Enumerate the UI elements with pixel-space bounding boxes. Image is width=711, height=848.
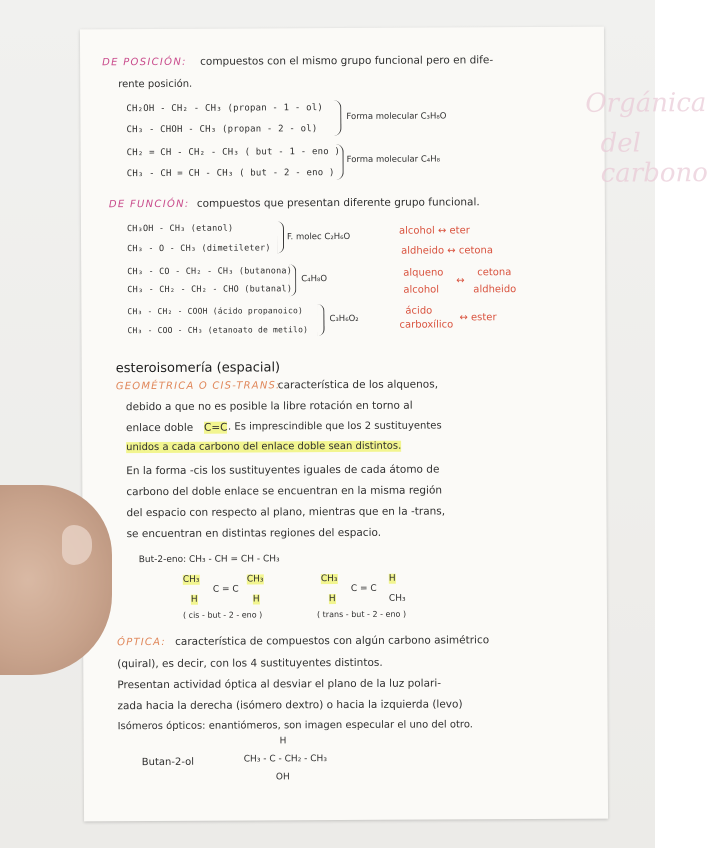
functional-pair: cetona — [477, 267, 512, 279]
brace — [317, 304, 324, 336]
posicion-description: compuestos con el mismo grupo funcional pero en dife- — [200, 54, 494, 68]
molecular-formula: C₄H₈O — [301, 274, 328, 285]
optica-text: característica de compuestos con algún carbono asimétrico — [175, 634, 490, 648]
geometrica-text: En la forma -cis los sustituyentes iguales de cada átomo de — [126, 463, 440, 478]
section-title-optica: ÓPTICA: — [117, 636, 166, 649]
cis-caption: ( cis - but - 2 - eno ) — [182, 610, 263, 620]
example-formula: But-2-eno: CH₃ - CH = CH - CH₃ — [138, 554, 280, 566]
geometrica-text: del espacio con respecto al plano, mientras que en la -trans, — [126, 505, 446, 520]
section-title-funcion: DE FUNCIÓN: — [108, 198, 190, 211]
functional-pair: alqueno — [403, 267, 444, 279]
arrow-icon: ↔ — [456, 275, 465, 287]
cis-substituent: H — [252, 594, 260, 605]
geometrica-text: . Es imprescindible que los 2 sustituyentes — [227, 420, 442, 433]
brace — [335, 144, 344, 180]
double-bond: C = C — [212, 584, 239, 595]
notebook-page — [80, 27, 708, 822]
geometrica-text: debido a que no es posible la libre rotación en torno al — [125, 399, 413, 414]
structure-h: H — [279, 736, 287, 747]
functional-pair: alcohol — [403, 284, 440, 296]
molecular-formula: Forma molecular C₄H₈ — [346, 154, 441, 165]
double-bond: C = C — [350, 583, 377, 594]
section-title-posicion: DE POSICIÓN: — [102, 56, 187, 69]
optica-text: zada hacia la derecha (isómero dextro) o hacia la izquierda (levo) — [117, 698, 463, 713]
trans-caption: ( trans - but - 2 - eno ) — [316, 609, 407, 620]
example-name: Butan-2-ol — [141, 756, 195, 769]
formula-row: CH₃ - CH₂ - COOH (ácido propanoico) — [127, 306, 304, 317]
optica-text: Isómeros ópticos: enantiómeros, son imagen especular el uno del otro. — [117, 719, 473, 733]
geometrica-text: C=C — [203, 421, 228, 434]
brace — [277, 221, 284, 253]
functional-pair: aldheido — [473, 284, 517, 296]
structure-oh: OH — [275, 772, 290, 783]
functional-pair: carboxílico — [399, 319, 454, 331]
geometrica-text: enlace doble — [125, 421, 194, 435]
molecular-formula: Forma molecular C₃H₈O — [346, 111, 447, 122]
molecular-formula: C₃H₆O₂ — [329, 313, 359, 325]
optica-text: Presentan actividad óptica al desviar el plano de la luz polari- — [117, 677, 442, 692]
structure-chain: CH₃ - C - CH₂ - CH₃ — [243, 754, 327, 765]
formula-row: CH₃ - COO - CH₃ (etanoato de metilo) — [127, 325, 309, 336]
formula-row: CH₃OH - CH₃ (etanol) — [126, 223, 234, 235]
geometrica-text: unidos a cada carbono del enlace doble sean distintos. — [126, 440, 402, 454]
functional-pair: aldheido ↔ cetona — [401, 245, 494, 257]
formula-row: CH₃ - CH = CH - CH₃ ( but - 2 - eno ) — [126, 168, 335, 180]
cis-substituent: CH₃ — [182, 574, 200, 585]
trans-substituent: CH₃ — [320, 574, 338, 585]
trans-substituent: H — [388, 573, 396, 584]
posicion-description-2: rente posición. — [118, 78, 193, 91]
brace — [289, 264, 296, 296]
heading-estereoisomeria: esteroisomería (espacial) — [115, 360, 281, 377]
bleed-through-text: Orgánica — [585, 88, 707, 119]
bleed-through-text: del carbono — [600, 128, 708, 189]
cis-substituent: CH₃ — [246, 574, 264, 585]
functional-pair: alcohol ↔ eter — [398, 225, 470, 237]
formula-row: CH₃ - CHOH - CH₃ (propan - 2 - ol) — [126, 124, 318, 136]
functional-pair: ↔ ester — [459, 312, 497, 324]
formula-row: CH₃ - O - CH₃ (dimetileter) — [127, 243, 271, 255]
formula-row: CH₃ - CO - CH₂ - CH₃ (butanona) — [127, 266, 293, 278]
funcion-description: compuestos que presentan diferente grupo funcional. — [196, 196, 480, 210]
brace — [332, 100, 341, 136]
formula-row: CH₂ = CH - CH₂ - CH₃ ( but - 1 - eno ) — [126, 147, 341, 159]
trans-substituent: CH₃ — [388, 593, 406, 604]
functional-pair: ácido — [405, 305, 433, 317]
optica-text: (quiral), es decir, con los 4 sustituyentes distintos. — [117, 656, 383, 671]
geometrica-text: característica de los alquenos, — [277, 378, 439, 392]
cis-substituent: H — [190, 594, 198, 605]
molecular-formula: F. molec C₂H₆O — [286, 231, 351, 243]
geometrica-text: carbono del doble enlace se encuentran en la misma región — [126, 484, 443, 499]
section-title-geometrica: GEOMÉTRICA O CIS-TRANS: — [115, 380, 281, 393]
formula-row: CH₂OH - CH₂ - CH₃ (propan - 1 - ol) — [126, 103, 324, 115]
trans-substituent: H — [328, 594, 336, 605]
formula-row: CH₃ - CH₂ - CH₂ - CHO (butanal) — [127, 284, 293, 296]
geometrica-text: se encuentran en distintas regiones del espacio. — [126, 526, 382, 541]
